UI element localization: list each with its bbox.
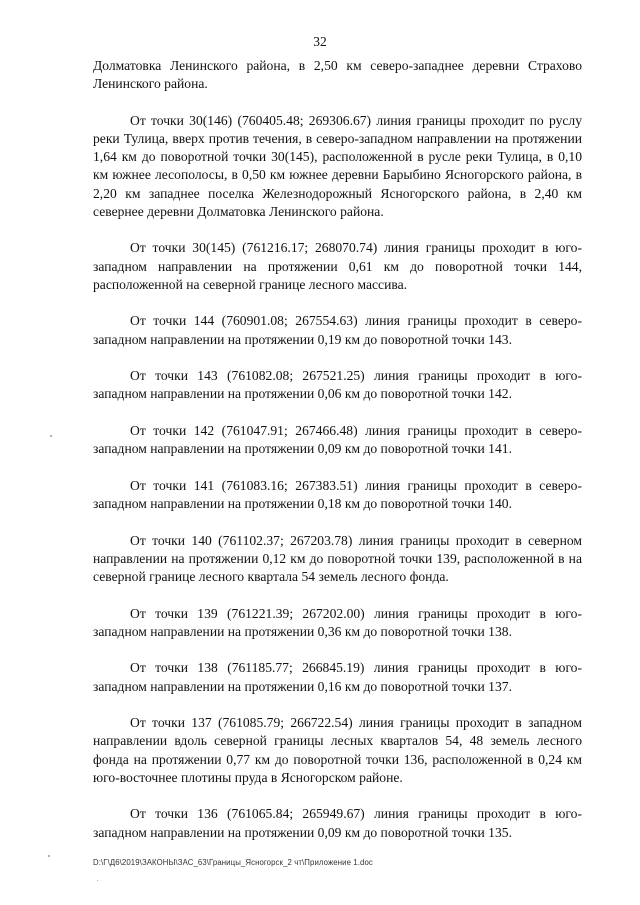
paragraph: От точки 142 (761047.91; 267466.48) линия границы проходит в северо-западном направлении на протяжении 0,09 км до поворотной точки 141. [93,423,582,457]
paragraph: От точки 30(145) (761216.17; 268070.74) линия границы проходит в юго-западном направлении на протяжении 0,61 км до поворотной точки 144, расположенной на северной границе лесного массива. [93,240,582,292]
paragraph: От точки 137 (761085.79; 266722.54) линия границы проходит в западном направлении вдоль северной границы лесных кварталов 54, 48 земель лесного фонда на протяжении 0,77 км до поворотной точки 136, расположенной в 0,24 км юго-восточнее плотины пруда в Ясногорском районе. [93,715,582,785]
scan-speck [97,880,98,881]
scan-speck [50,435,52,437]
paragraph: Долматовка Ленинского района, в 2,50 км северо-западнее деревни Страхово Ленинского района. [93,58,582,92]
file-path-footer: D:\Г\Д6\2019\ЗАКОНЫ\ЗАС_63\Границы_Ясногорск_2 чт\Приложение 1.doc [93,858,373,867]
paragraph: От точки 138 (761185.77; 266845.19) линия границы проходит в юго-западном направлении на протяжении 0,16 км до поворотной точки 137. [93,660,582,694]
paragraph: От точки 143 (761082.08; 267521.25) линия границы проходит в юго-западном направлении на протяжении 0,06 км до поворотной точки 142. [93,368,582,402]
paragraph: От точки 136 (761065.84; 265949.67) линия границы проходит в юго-западном направлении на протяжении 0,09 км до поворотной точки 135. [93,806,582,840]
paragraph: От точки 140 (761102.37; 267203.78) линия границы проходит в северном направлении на протяжении 0,12 км до поворотной точки 139, расположенной в на северной границе лесного квартала 54 земель лесного фонда. [93,532,582,584]
paragraph: От точки 141 (761083.16; 267383.51) линия границы проходит в северо-западном направлении на протяжении 0,18 км до поворотной точки 140. [93,477,582,511]
paragraph: От точки 139 (761221.39; 267202.00) линия границы проходит в юго-западном направлении на протяжении 0,36 км до поворотной точки 138. [93,605,582,639]
scan-speck [48,855,50,857]
page-number: 32 [313,34,327,49]
paragraph: От точки 30(146) (760405.48; 269306.67) линия границы проходит по руслу реки Тулица, вверх против течения, в северо-западном направлении на протяжении 1,64 км до поворотной точки 30(145), расположенной в русле реки Тулица, в 0,10 км южнее лесополосы, в 0,50 км южнее деревни Барыбино Ясногорского района, в 2,20 км западнее поселка Железнодорожный Ясногорского района, в 2,40 км севернее деревни Долматовка Ленинского района. [93,112,582,219]
paragraph: От точки 144 (760901.08; 267554.63) линия границы проходит в северо-западном направлении на протяжении 0,19 км до поворотной точки 143. [93,313,582,347]
document-body [93,57,582,860]
